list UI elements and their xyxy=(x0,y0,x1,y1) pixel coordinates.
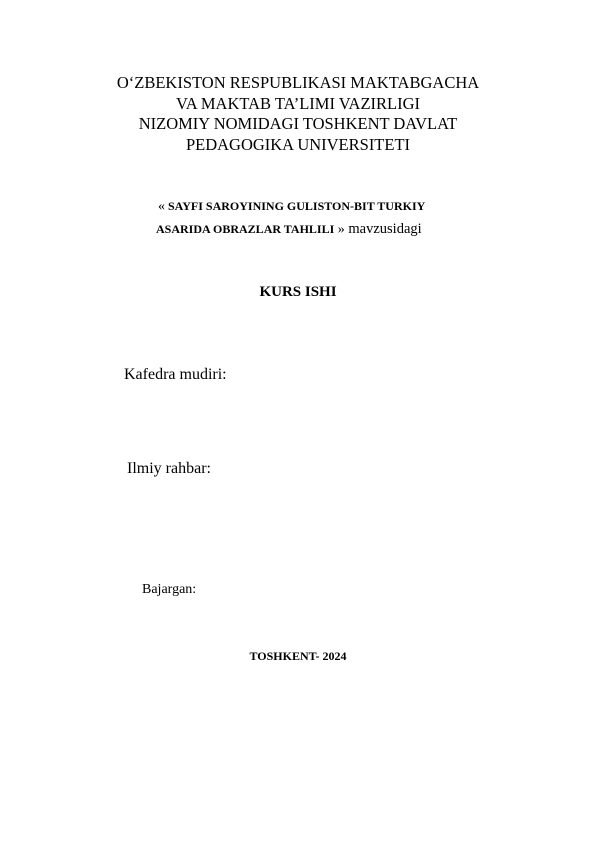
ministry-header xyxy=(0,73,596,155)
topic-text-2: ASARIDA OBRAZLAR TAHLILI xyxy=(156,222,335,236)
university-line-1: NIZOMIY NOMIDAGI TOSHKENT DAVLAT xyxy=(138,114,458,133)
topic-open-quote: « xyxy=(158,199,165,214)
topic-line-2 xyxy=(156,221,422,238)
university-line-2: PEDAGOGIKA UNIVERSITETI xyxy=(185,134,411,154)
city-year: TOSHKENT- 2024 xyxy=(249,649,347,663)
ilmiy-rahbar-label: Ilmiy rahbar: xyxy=(127,460,211,477)
topic-line-1 xyxy=(158,199,425,215)
topic-suffix: mavzusidagi xyxy=(344,221,422,237)
kafedra-mudiri-label: Kafedra mudiri: xyxy=(124,366,227,383)
topic-close-quote: » xyxy=(334,222,345,237)
work-type: KURS ISHI xyxy=(259,284,337,300)
ministry-line-2: VA MAKTAB TA’LIMI VAZIRLIGI xyxy=(175,93,421,113)
ministry-line-1: O‘ZBEKISTON RESPUBLIKASI MAKTABGACHA xyxy=(116,73,480,92)
bajargan-label: Bajargan: xyxy=(142,582,197,597)
topic-text-1: SAYFI SAROYINING GULISTON-BIT TURKIY xyxy=(165,199,426,213)
